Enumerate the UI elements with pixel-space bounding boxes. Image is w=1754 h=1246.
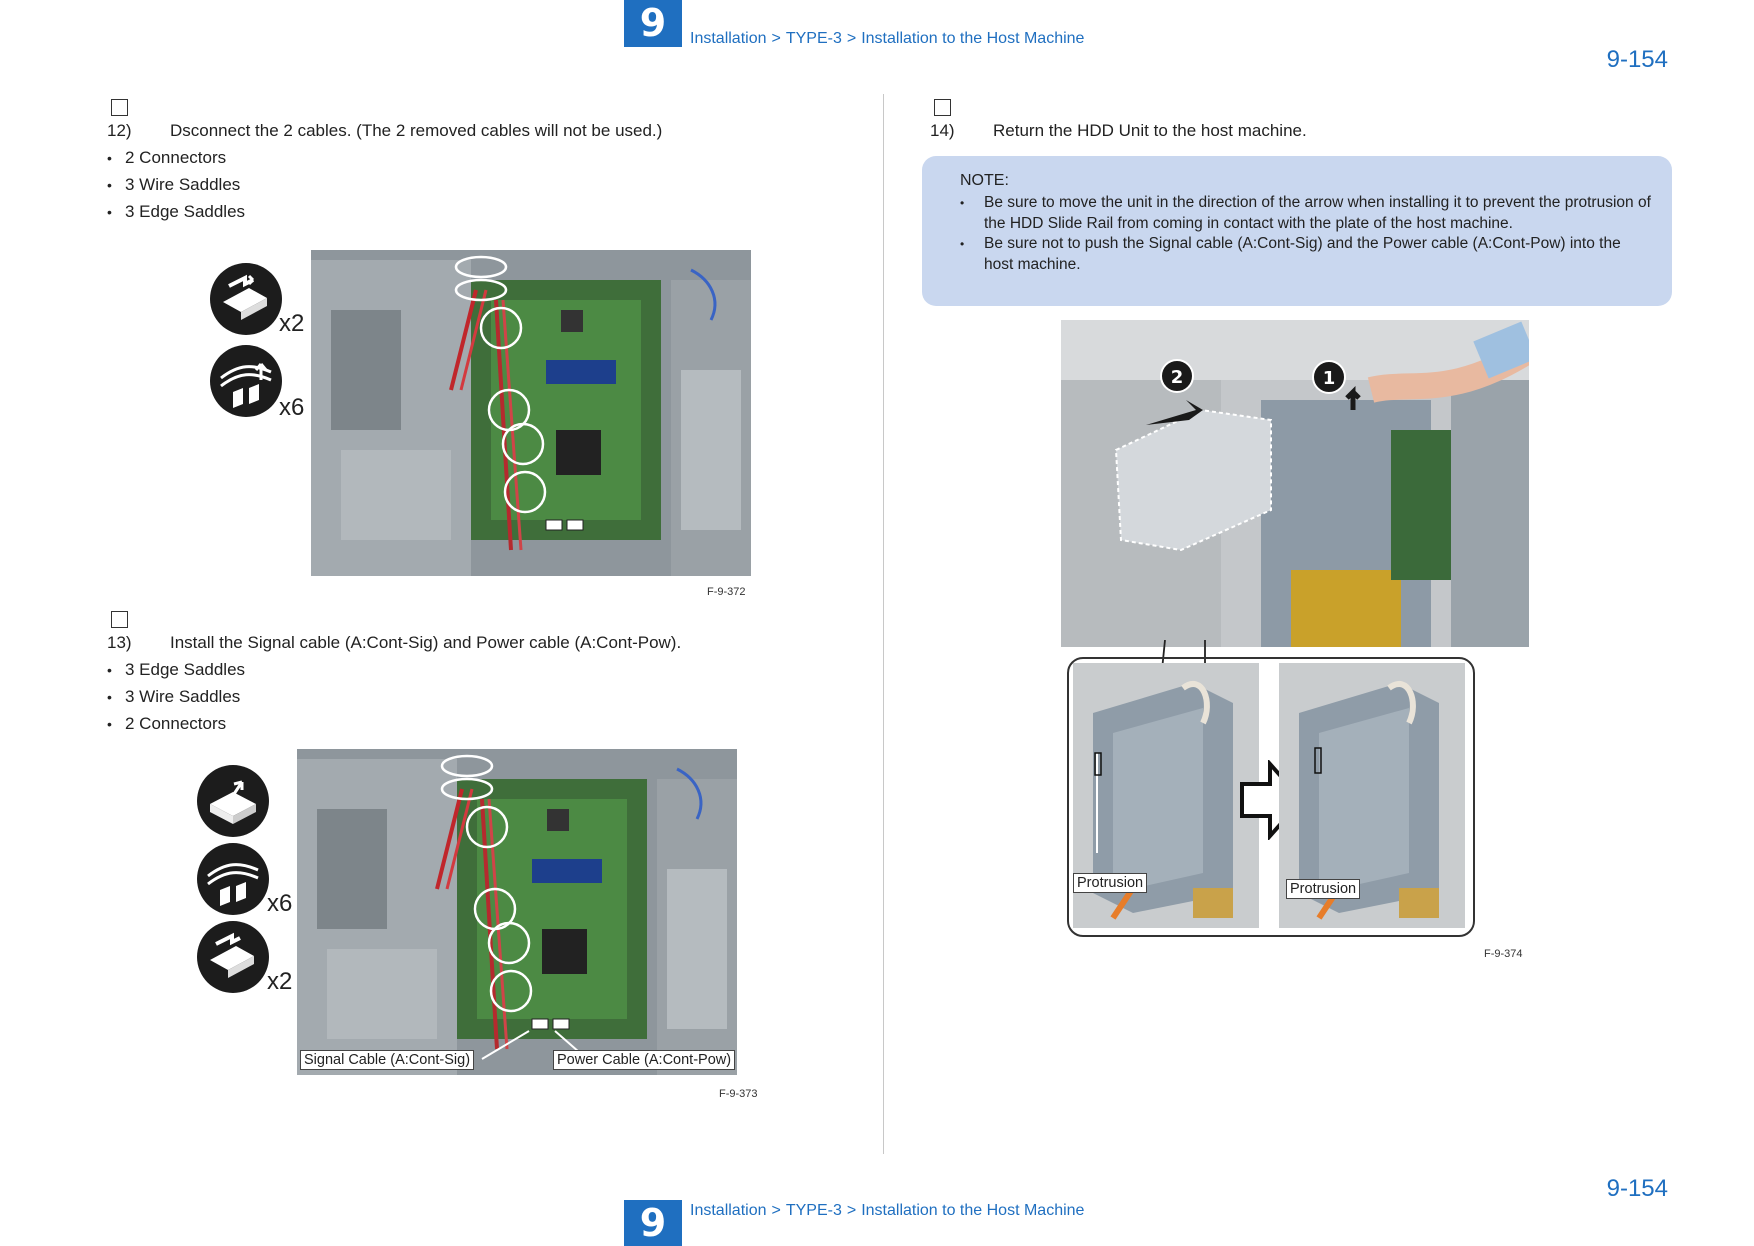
step-marker: 2 <box>1170 367 1184 388</box>
host-machine-photo <box>1061 320 1529 647</box>
cable-callout: Power Cable (A:Cont-Pow) <box>553 1050 735 1070</box>
page-number: 9-154 <box>1606 1175 1668 1202</box>
list-item: • 3 Wire Saddles <box>107 683 245 710</box>
connector-disconnect-icon <box>209 262 283 336</box>
breadcrumb-item[interactable]: TYPE-3 <box>785 30 842 47</box>
breadcrumb <box>690 30 1084 48</box>
wire-saddle-icon <box>196 842 270 916</box>
machine-photo <box>297 749 737 1075</box>
protrusion-callout: Protrusion <box>1286 879 1360 899</box>
saddle-release-icon <box>209 344 283 418</box>
page-number: 9-154 <box>1606 46 1668 73</box>
breadcrumb-item[interactable]: Installation to the Host Machine <box>861 1202 1085 1219</box>
list-item: • 3 Edge Saddles <box>107 656 245 683</box>
breadcrumb-separator: > <box>771 1202 781 1219</box>
list-item: • 2 Connectors <box>107 144 245 171</box>
breadcrumb <box>690 1202 1084 1220</box>
chapter-badge: 9 <box>624 0 682 47</box>
step-checkbox[interactable] <box>111 611 128 628</box>
column-divider <box>883 94 884 1154</box>
icon-count: x2 <box>267 968 293 995</box>
breadcrumb-item[interactable]: TYPE-3 <box>785 1202 842 1219</box>
connector-icon <box>196 920 270 994</box>
list-item: • Be sure not to push the Signal cable (A:Cont-Sig) and the Power cable (A:Cont-Pow) into the host machine. <box>960 234 1652 275</box>
breadcrumb-separator: > <box>846 30 857 47</box>
breadcrumb-separator: > <box>846 1202 857 1219</box>
figure-id: F-9-373 <box>719 1088 758 1100</box>
cable-callout: Signal Cable (A:Cont-Sig) <box>300 1050 474 1070</box>
icon-count: x6 <box>267 890 293 917</box>
protrusion-callout: Protrusion <box>1073 873 1147 893</box>
breadcrumb-item[interactable]: Installation <box>690 30 767 47</box>
list-item: • Be sure to move the unit in the direction of the arrow when installing it to prevent the protrusion of the HDD Slide Rail from coming in contact with the plate of the host machine. <box>960 193 1652 234</box>
note-box <box>922 156 1672 306</box>
note-title: NOTE: <box>960 172 1009 189</box>
breadcrumb-item[interactable]: Installation to the Host Machine <box>861 30 1085 47</box>
breadcrumb-item[interactable]: Installation <box>690 1202 767 1219</box>
step-marker: 1 <box>1322 368 1336 389</box>
step-number: 12) <box>107 121 132 140</box>
step-number: 14) <box>930 121 955 140</box>
icon-count: x2 <box>279 310 305 337</box>
step-instruction: Return the HDD Unit to the host machine. <box>993 121 1307 140</box>
step-checkbox[interactable] <box>111 99 128 116</box>
machine-photo <box>311 250 751 576</box>
step-number: 13) <box>107 633 132 652</box>
icon-count: x6 <box>279 394 305 421</box>
figure-id: F-9-372 <box>707 586 746 598</box>
step-instruction: Dsconnect the 2 cables. (The 2 removed cables will not be used.) <box>170 121 663 140</box>
list-item: • 3 Edge Saddles <box>107 198 245 225</box>
parts-list <box>107 656 245 737</box>
figure-id: F-9-374 <box>1484 948 1523 960</box>
list-item: • 3 Wire Saddles <box>107 171 245 198</box>
parts-list <box>107 144 245 225</box>
list-item: • 2 Connectors <box>107 710 245 737</box>
step-instruction: Install the Signal cable (A:Cont-Sig) and Power cable (A:Cont-Pow). <box>170 633 682 652</box>
note-list <box>960 193 1652 275</box>
edge-saddle-icon <box>196 764 270 838</box>
chapter-badge: 9 <box>624 1200 682 1246</box>
step-checkbox[interactable] <box>934 99 951 116</box>
breadcrumb-separator: > <box>771 30 781 47</box>
